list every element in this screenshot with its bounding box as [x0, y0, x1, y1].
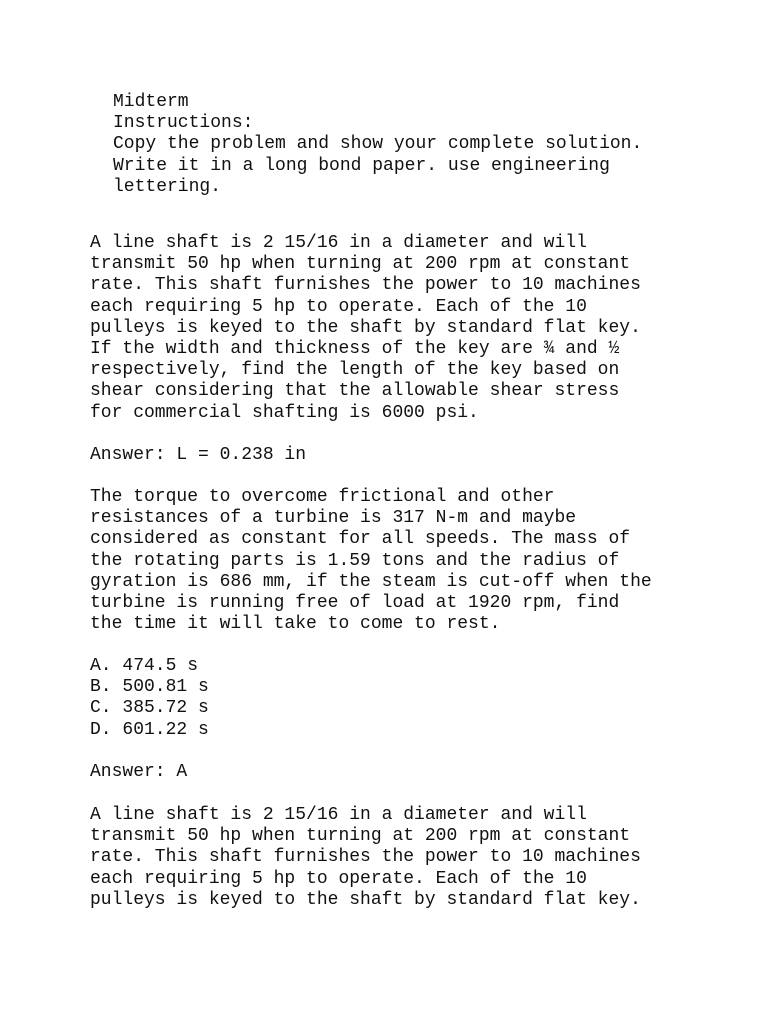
- problem-text-line: transmit 50 hp when turning at 200 rpm at constant: [90, 826, 631, 847]
- answer-text: Answer: L = 0.238 in: [90, 445, 307, 465]
- problem-text-line: shear considering that the allowable shear stress: [90, 381, 620, 402]
- choice-a: A. 474.5 s: [90, 656, 199, 676]
- problem-text-line: pulleys is keyed to the shaft by standard flat key.: [90, 317, 641, 338]
- problem-text-line: rate. This shaft furnishes the power to 10 machines: [90, 847, 641, 868]
- midterm-header: [113, 92, 642, 198]
- problem-text-line: pulleys is keyed to the shaft by standard flat key.: [90, 889, 641, 910]
- problem-text-line: considered as constant for all speeds. The mass of: [90, 529, 631, 550]
- problem-text-line: the rotating parts is 1.59 tons and the radius of: [90, 550, 620, 571]
- problem-text-line: The torque to overcome frictional and other: [90, 487, 555, 507]
- problem-text-line: for commercial shafting is 6000 psi.: [90, 402, 479, 423]
- instructions-line: Copy the problem and show your complete solution.: [113, 134, 643, 155]
- document-title: Midterm: [113, 92, 189, 112]
- problem-1: [90, 233, 730, 424]
- problem-text-line: each requiring 5 hp to operate. Each of the 10: [90, 296, 587, 317]
- instructions-label: Instructions:: [113, 113, 254, 134]
- problem-text-line: gyration is 686 mm, if the steam is cut-off when the: [90, 571, 652, 592]
- answer-text: Answer: A: [90, 762, 188, 782]
- choice-d: D. 601.22 s: [90, 719, 209, 740]
- problem-2-choices: [90, 656, 730, 741]
- problem-text-line: If the width and thickness of the key are ¾ and ½: [90, 338, 620, 359]
- problem-text-line: the time it will take to come to rest.: [90, 614, 501, 635]
- problem-text-line: each requiring 5 hp to operate. Each of the 10: [90, 868, 587, 889]
- problem-text-line: resistances of a turbine is 317 N-m and maybe: [90, 508, 577, 529]
- problem-text-line: transmit 50 hp when turning at 200 rpm at constant: [90, 254, 631, 275]
- problem-text-line: turbine is running free of load at 1920 rpm, find: [90, 592, 620, 613]
- problem-2-answer: [90, 762, 730, 783]
- problem-3: [90, 805, 730, 911]
- problem-2: [90, 487, 730, 635]
- problem-1-answer: [90, 445, 730, 466]
- problem-text-line: rate. This shaft furnishes the power to 10 machines: [90, 275, 641, 296]
- instructions-line: lettering.: [113, 176, 222, 197]
- problem-text-line: A line shaft is 2 15/16 in a diameter and will: [90, 233, 587, 253]
- instructions-line: Write it in a long bond paper. use engineering: [113, 155, 610, 176]
- choice-c: C. 385.72 s: [90, 698, 209, 719]
- problem-text-line: respectively, find the length of the key based on: [90, 360, 620, 381]
- problem-text-line: A line shaft is 2 15/16 in a diameter and will: [90, 805, 587, 825]
- choice-b: B. 500.81 s: [90, 677, 209, 698]
